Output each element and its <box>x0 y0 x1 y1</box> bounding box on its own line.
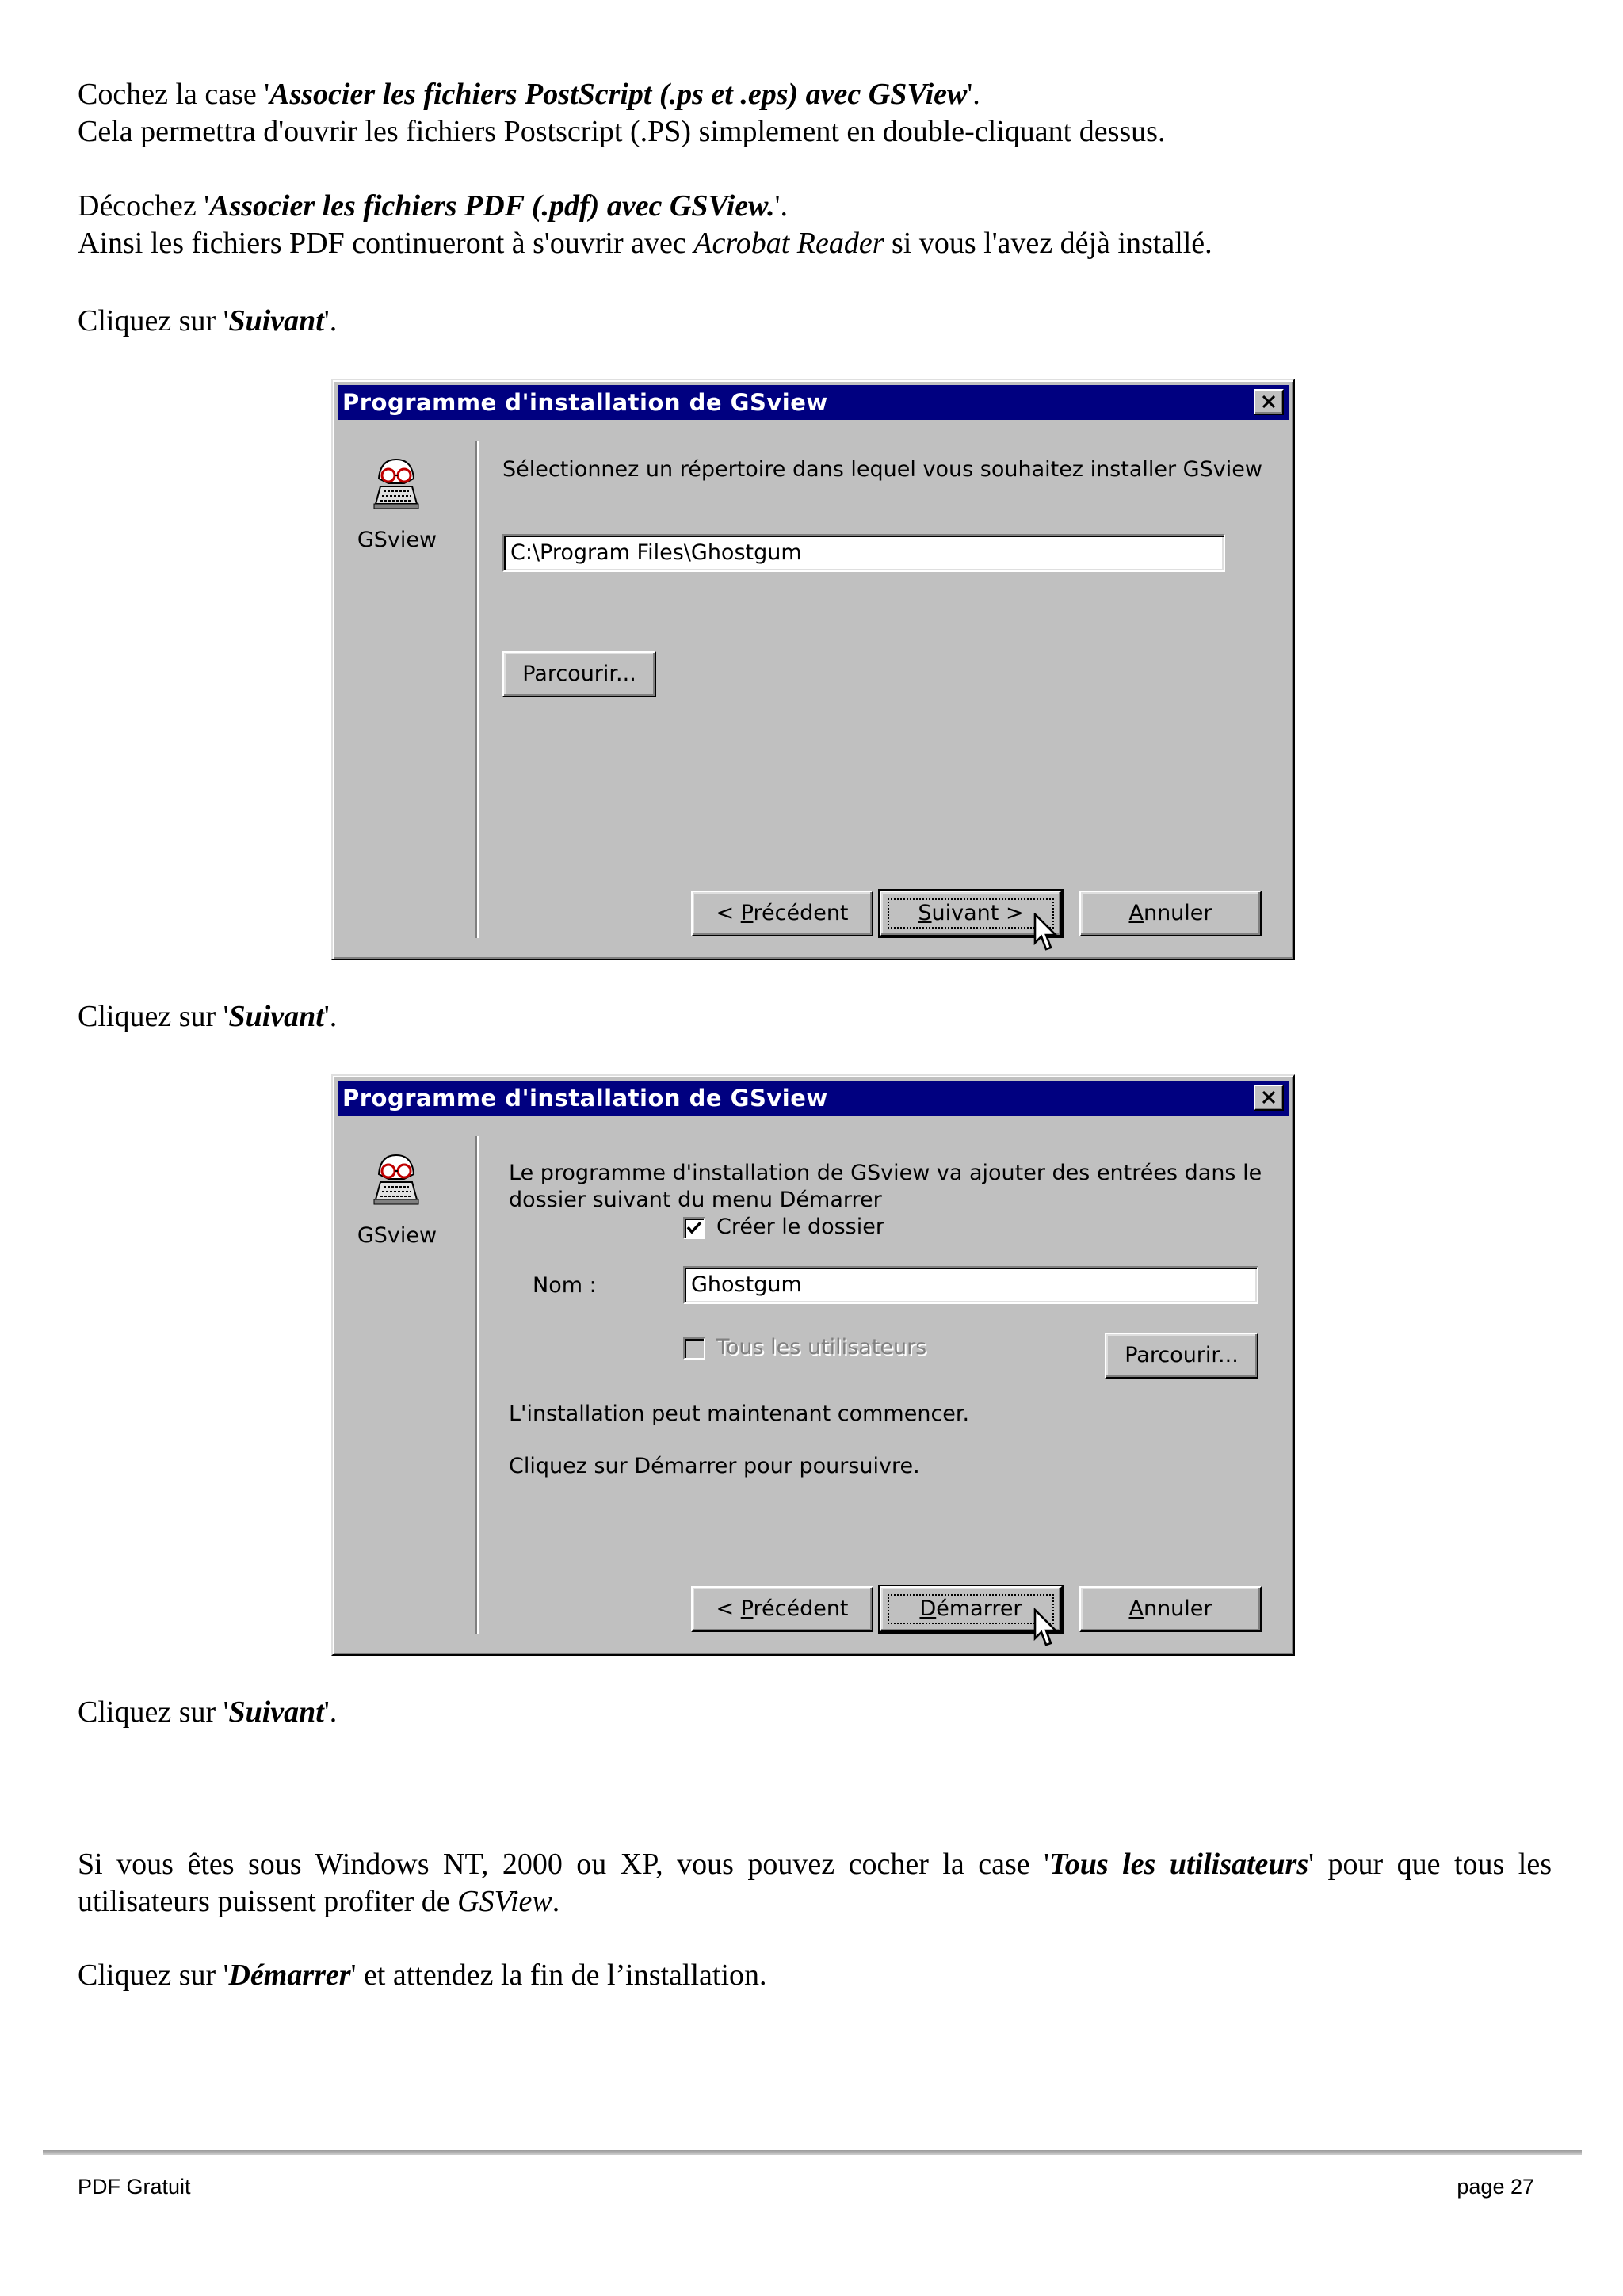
button-name: Suivant <box>228 1000 324 1033</box>
mnemonic: P <box>740 901 754 925</box>
close-icon <box>1262 1091 1275 1104</box>
page-number: page 27 <box>1457 2175 1534 2199</box>
info-text-line1: Le programme d'installation de GSview va ajouter des entrées dans le <box>509 1161 1262 1185</box>
ghostscript-logo-icon <box>372 1152 420 1207</box>
app-label: GSview <box>357 1223 437 1248</box>
close-button[interactable] <box>1254 389 1284 415</box>
text: Cliquez sur ' <box>78 304 229 338</box>
text: ' et attendez la fin de l’installation. <box>350 1958 767 1992</box>
install-dir-prompt: Sélectionnez un répertoire dans lequel vous souhaitez installer GSview <box>502 457 1262 482</box>
button-text: récédent <box>753 901 849 925</box>
text: Décochez ' <box>78 189 210 223</box>
button-name: Démarrer <box>228 1958 351 1992</box>
button-text: nnuler <box>1143 901 1212 925</box>
instruction-click-next-3 <box>78 1694 1552 1731</box>
button-text: < <box>716 1596 741 1621</box>
text: Cliquez sur ' <box>78 1695 229 1729</box>
cancel-button[interactable] <box>1079 1586 1262 1632</box>
browse-button[interactable]: Parcourir... <box>502 651 656 697</box>
mnemonic: D <box>919 1596 937 1621</box>
text: Ainsi les fichiers PDF continueront à s'ouvrir avec <box>78 227 694 260</box>
text: '. <box>323 1000 338 1033</box>
app-name: GSView <box>457 1885 552 1918</box>
text: Cliquez sur ' <box>78 1000 229 1033</box>
instruction-all-users <box>78 1846 1552 1920</box>
instruction-check-postscript <box>78 76 1552 151</box>
text: si vous l'avez déjà installé. <box>884 227 1212 260</box>
button-text: émarrer <box>936 1596 1022 1621</box>
button-text: uivant > <box>931 901 1024 925</box>
button-text: récédent <box>753 1596 849 1621</box>
mnemonic: P <box>740 1596 754 1621</box>
button-text: nnuler <box>1143 1596 1212 1621</box>
instruction-uncheck-pdf <box>78 188 1552 262</box>
text: '. <box>323 304 338 338</box>
text: '. <box>323 1695 338 1729</box>
checkmark-icon <box>685 1219 704 1238</box>
footer-rule <box>43 2150 1582 2155</box>
back-button[interactable] <box>691 891 873 936</box>
button-name: Suivant <box>228 1695 324 1729</box>
option-name: Associer les fichiers PDF (.pdf) avec GSView. <box>209 189 775 223</box>
create-folder-checkbox[interactable] <box>683 1217 705 1239</box>
start-menu-dialog <box>331 1074 1295 1656</box>
all-users-label[interactable]: Tous les utilisateurs <box>716 1335 927 1360</box>
instruction-click-next-1 <box>78 303 1552 340</box>
title-bar <box>338 1081 1289 1116</box>
name-label: Nom : <box>533 1273 597 1298</box>
close-icon <box>1262 395 1275 408</box>
separator <box>475 1136 479 1634</box>
back-button[interactable] <box>691 1586 873 1632</box>
close-button[interactable] <box>1254 1085 1284 1111</box>
ready-text: L'installation peut maintenant commencer. <box>509 1402 970 1426</box>
text: '. <box>774 189 788 223</box>
option-name: Associer les fichiers PostScript (.ps et .eps) avec GSView <box>269 78 968 111</box>
browse-button[interactable]: Parcourir... <box>1105 1333 1258 1379</box>
mnemonic: S <box>918 901 932 925</box>
option-name: Tous les utilisateurs <box>1049 1848 1309 1881</box>
mouse-cursor-icon <box>1033 1608 1060 1650</box>
separator <box>475 441 479 938</box>
mouse-cursor-icon <box>1033 913 1060 954</box>
app-label: GSview <box>357 528 437 552</box>
text: Cela permettra d'ouvrir les fichiers Postscript (.PS) simplement en double-cliquant dessus. <box>78 115 1166 148</box>
continue-text: Cliquez sur Démarrer pour poursuivre. <box>509 1454 920 1478</box>
mnemonic: A <box>1128 901 1144 925</box>
create-folder-label[interactable]: Créer le dossier <box>716 1215 884 1239</box>
text: Cochez la case ' <box>78 78 270 111</box>
instruction-click-start <box>78 1957 1552 1994</box>
folder-name-input[interactable]: Ghostgum <box>683 1266 1258 1304</box>
text: Si vous êtes sous Windows NT, 2000 ou XP, vous pouvez cocher la case ' <box>78 1848 1049 1881</box>
button-name: Suivant <box>228 304 324 338</box>
all-users-checkbox[interactable] <box>683 1337 705 1360</box>
button-text: < <box>716 901 741 925</box>
text: Cliquez sur ' <box>78 1958 229 1992</box>
dialog-title: Programme d'installation de GSview <box>342 1085 828 1112</box>
text: '. <box>967 78 980 111</box>
dialog-title: Programme d'installation de GSview <box>342 389 828 416</box>
app-name: Acrobat Reader <box>693 227 884 260</box>
footer-left: PDF Gratuit <box>78 2175 191 2199</box>
text: . <box>552 1885 560 1918</box>
info-text-line2: dossier suivant du menu Démarrer <box>509 1188 882 1212</box>
cancel-button[interactable] <box>1079 891 1262 936</box>
instruction-click-next-2 <box>78 998 1552 1035</box>
mnemonic: A <box>1128 1596 1144 1621</box>
install-path-input[interactable]: C:\Program Files\Ghostgum <box>502 534 1225 572</box>
install-dir-dialog <box>331 379 1295 960</box>
text: ' pour que tous les utilisateurs puissent profiter de <box>78 1848 1552 1918</box>
title-bar <box>338 385 1289 420</box>
ghostscript-logo-icon <box>372 456 420 512</box>
